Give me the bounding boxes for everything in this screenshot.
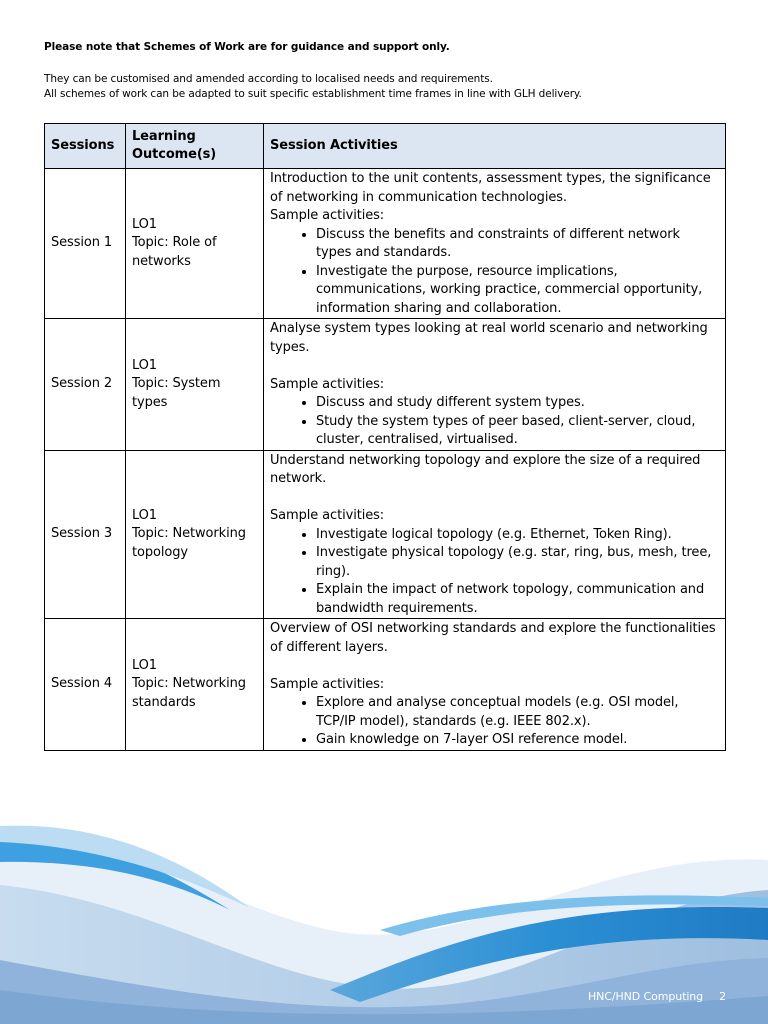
activity-item: • Discuss the benefits and constraints of different network types and standards.	[316, 226, 719, 263]
session-cell: Session 4	[45, 619, 126, 751]
activity-item: • Investigate the purpose, resource implications, communications, working practice, commercial opportunity, information sharing and collaboration.	[316, 263, 719, 319]
activity-intro: Analyse system types looking at real world scenario and networking types.	[270, 321, 708, 355]
header-session-activities: Session Activities	[264, 124, 726, 169]
wave-decoration	[0, 790, 768, 1024]
activity-intro: Overview of OSI networking standards and explore the functionalities of different layers.	[270, 621, 716, 655]
intro-text	[44, 72, 582, 101]
table-row	[45, 450, 726, 619]
activity-item: • Investigate logical topology (e.g. Ethernet, Token Ring).	[316, 526, 719, 545]
page-number: 2	[719, 990, 726, 1003]
outcome-lo: LO1	[132, 657, 157, 673]
activity-intro: Understand networking topology and explore the size of a required network.	[270, 452, 701, 486]
outcome-lo: LO1	[132, 507, 157, 523]
page-footer	[588, 990, 726, 1003]
activity-item: • Discuss and study different system types.	[316, 394, 719, 413]
session-cell: Session 1	[45, 169, 126, 319]
intro-line-2: All schemes of work can be adapted to suit specific establishment time frames in line with GLH delivery.	[44, 87, 582, 100]
session-cell: Session 2	[45, 319, 126, 451]
footer-course-name: HNC/HND Computing	[588, 990, 704, 1003]
activity-list	[270, 394, 719, 450]
outcome-topic: Topic: Networking topology	[132, 526, 246, 560]
outcome-lo: LO1	[132, 357, 157, 373]
activity-item: • Explain the impact of network topology, communication and bandwidth requirements.	[316, 581, 719, 618]
table-row	[45, 169, 726, 319]
guidance-note: Please note that Schemes of Work are for guidance and support only.	[44, 41, 450, 53]
activity-list	[270, 526, 719, 619]
activities-cell	[264, 169, 726, 319]
outcome-cell	[126, 450, 264, 619]
outcome-topic: Topic: Role of networks	[132, 235, 217, 269]
outcome-lo: LO1	[132, 216, 157, 232]
table-header-row	[45, 124, 726, 169]
session-cell: Session 3	[45, 450, 126, 619]
activity-intro: Introduction to the unit contents, assessment types, the significance of networking in communication technologies.	[270, 171, 711, 205]
activity-list	[270, 226, 719, 319]
outcome-topic: Topic: System types	[132, 376, 221, 410]
outcome-cell	[126, 619, 264, 751]
header-learning-outcomes: Learning Outcome(s)	[126, 124, 264, 169]
activity-item: • Gain knowledge on 7-layer OSI reference model.	[316, 731, 719, 750]
table-row	[45, 619, 726, 751]
sample-activities-label: Sample activities:	[270, 676, 385, 692]
activity-list	[270, 694, 719, 750]
activities-cell	[264, 450, 726, 619]
activity-item: • Explore and analyse conceptual models (e.g. OSI model, TCP/IP model), standards (e.g. IEEE 802.x).	[316, 694, 719, 731]
outcome-topic: Topic: Networking standards	[132, 676, 246, 710]
scheme-of-work-table	[44, 123, 726, 751]
activity-item: • Study the system types of peer based, client-server, cloud, cluster, centralised, virtualised.	[316, 413, 719, 450]
intro-line-1: They can be customised and amended according to localised needs and requirements.	[44, 73, 493, 85]
sample-activities-label: Sample activities:	[270, 508, 385, 523]
outcome-cell	[126, 319, 264, 451]
activities-cell	[264, 319, 726, 451]
sample-activities-label: Sample activities:	[270, 208, 385, 223]
activities-cell	[264, 619, 726, 751]
sample-activities-label: Sample activities:	[270, 376, 385, 392]
header-sessions: Sessions	[45, 124, 126, 169]
table-row	[45, 319, 726, 451]
activity-item: • Investigate physical topology (e.g. star, ring, bus, mesh, tree, ring).	[316, 544, 719, 581]
outcome-cell	[126, 169, 264, 319]
